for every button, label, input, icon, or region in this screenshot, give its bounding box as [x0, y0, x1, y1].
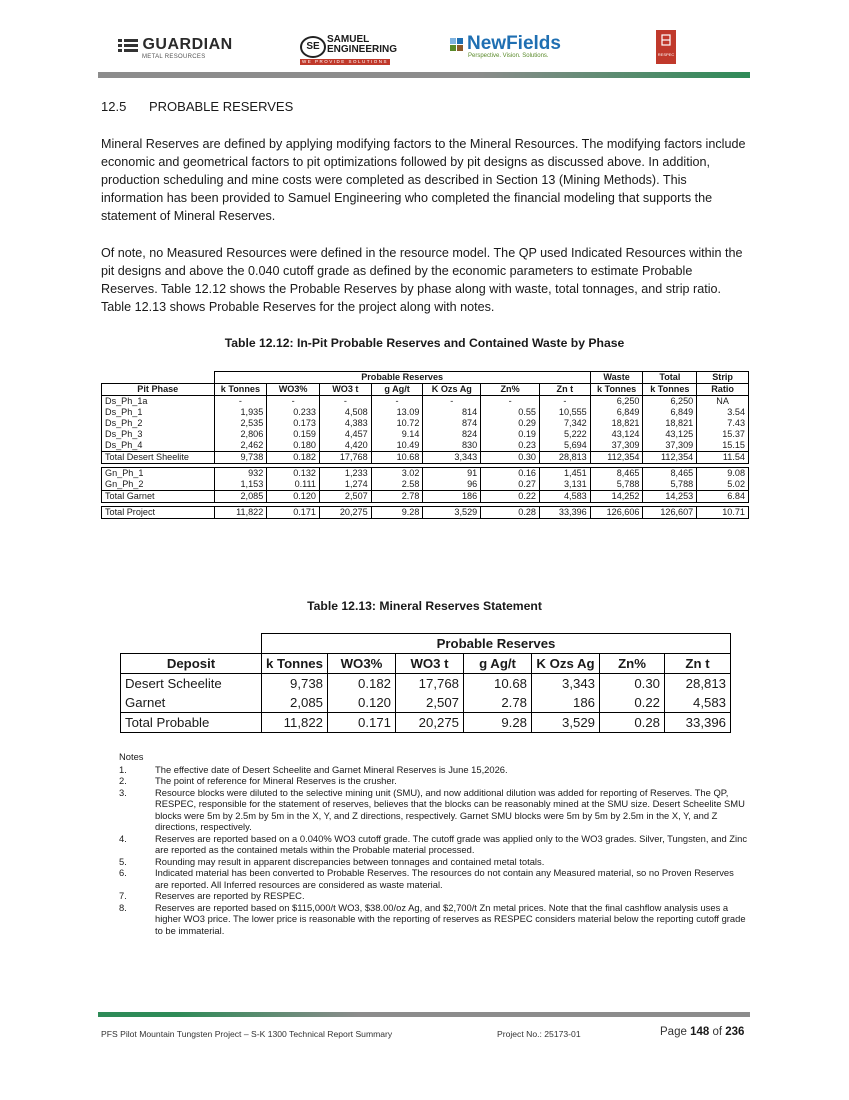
table-cell: 0.22	[600, 693, 665, 713]
table1-group-probable: Probable Reserves	[214, 372, 590, 384]
footer-project-number: Project No.: 25173-01	[497, 1029, 581, 1039]
table-row-label: Garnet	[121, 693, 262, 713]
table-cell: 37,309	[590, 440, 643, 452]
table-cell: 9.14	[371, 429, 423, 440]
table-cell: 15.37	[697, 429, 749, 440]
table-cell: 18,821	[643, 418, 697, 429]
table-cell: 33,396	[665, 713, 731, 733]
note-number: 4.	[119, 832, 127, 844]
table-cell: 43,125	[643, 429, 697, 440]
table-cell: 0.120	[328, 693, 396, 713]
note-number: 8.	[119, 901, 127, 913]
table-cell: 186	[532, 693, 600, 713]
note-number: 7.	[119, 890, 127, 901]
table-cell: 1,935	[214, 407, 267, 418]
table-cell: 0.180	[267, 440, 320, 452]
table-cell: 10.49	[371, 440, 423, 452]
table-row-label: Gn_Ph_2	[102, 479, 215, 491]
table-cell: 0.16	[481, 468, 540, 480]
note-text: Reserves are reported by RESPEC.	[155, 890, 305, 901]
table-cell: 0.29	[481, 418, 540, 429]
table1-header: Zn t	[539, 384, 590, 396]
guardian-logo-text: GUARDIAN	[142, 36, 233, 53]
table-cell: 2.78	[464, 693, 532, 713]
table-cell: 0.30	[481, 452, 540, 464]
table-cell: 9.28	[371, 507, 423, 519]
table-cell: -	[423, 396, 481, 408]
table-row-label: Gn_Ph_1	[102, 468, 215, 480]
table-total-row	[121, 713, 731, 733]
table-cell: 14,253	[643, 491, 697, 503]
table-row-label: Ds_Ph_1a	[102, 396, 215, 408]
paragraph-1: Mineral Reserves are defined by applying modifying factors to the Mineral Resources. The modifying factors include economic and geometrical factors to pit optimizations followed by pit designs as discussed above. In addition, production scheduling and mine costs were completed as described in Section 13 (Mining Methods). This information has been provided to Samuel Engineering who completed the financial modeling that supports the statement of Mineral Reserves.	[101, 137, 746, 223]
table2-header: WO3%	[328, 654, 396, 674]
table-cell: 112,354	[643, 452, 697, 464]
table-cell: 6,250	[643, 396, 697, 408]
table-cell: 126,606	[590, 507, 643, 519]
note-item	[119, 856, 749, 868]
table-cell: 824	[423, 429, 481, 440]
guardian-logo	[118, 36, 233, 60]
table-cell: 6.84	[697, 491, 749, 503]
table-row	[102, 396, 749, 408]
table-cell: 13.09	[371, 407, 423, 418]
table1-header: k Tonnes	[590, 384, 643, 396]
table-cell: 5,788	[590, 479, 643, 491]
page-of: of	[712, 1026, 723, 1038]
table-cell: 3,529	[532, 713, 600, 733]
table-cell: 7,342	[539, 418, 590, 429]
notes-heading: Notes	[119, 751, 144, 762]
table-cell: 15.15	[697, 440, 749, 452]
table1-header: Ratio	[697, 384, 749, 396]
table-cell: 0.28	[481, 507, 540, 519]
paragraph-2: Of note, no Measured Resources were defined in the resource model. The QP used Indicated Resources within the pit designs and above the 0.040 cutoff grade as defined by the economic parameters to estimate Probable Reserves. Table 12.12 shows the Probable Reserves by phase along with waste, total tonnages, and strip ratio. Table 12.13 shows Probable Reserves for the project along with notes.	[101, 246, 743, 314]
table-cell: 1,274	[319, 479, 371, 491]
table-row-label: Desert Scheelite	[121, 674, 262, 694]
table-cell: 1,153	[214, 479, 267, 491]
note-number: 3.	[119, 786, 127, 798]
table-cell: 3.54	[697, 407, 749, 418]
table1-header: g Ag/t	[371, 384, 423, 396]
table-row	[102, 468, 749, 480]
table1-group-strip: Strip	[697, 372, 749, 384]
table-cell: 2.58	[371, 479, 423, 491]
table-12-13	[120, 633, 731, 733]
table-cell: 10.71	[697, 507, 749, 519]
table-cell: 37,309	[643, 440, 697, 452]
table-cell: 28,813	[539, 452, 590, 464]
table-cell: 20,275	[396, 713, 464, 733]
page-word: Page	[660, 1026, 687, 1038]
table-cell: 814	[423, 407, 481, 418]
table-cell: 10.68	[464, 674, 532, 694]
table2-header: k Tonnes	[262, 654, 328, 674]
table2-header: WO3 t	[396, 654, 464, 674]
section-heading	[101, 99, 293, 114]
table-row	[102, 407, 749, 418]
table-cell: 4,383	[319, 418, 371, 429]
table-cell: 33,396	[539, 507, 590, 519]
table-cell: 3,529	[423, 507, 481, 519]
table-cell: 8,465	[590, 468, 643, 480]
table1-header: Zn%	[481, 384, 540, 396]
table-cell: 5,694	[539, 440, 590, 452]
note-number: 6.	[119, 867, 127, 878]
table1-header: k Tonnes	[214, 384, 267, 396]
table-cell: 2,535	[214, 418, 267, 429]
table-cell: 932	[214, 468, 267, 480]
table2-header-row	[121, 654, 731, 674]
table-cell: 126,607	[643, 507, 697, 519]
table-cell: 0.171	[328, 713, 396, 733]
table2-body	[121, 674, 731, 733]
respec-mark-icon	[656, 30, 676, 50]
table-cell: 9.08	[697, 468, 749, 480]
table-cell: 874	[423, 418, 481, 429]
table-cell: 9,738	[214, 452, 267, 464]
table-cell: 14,252	[590, 491, 643, 503]
table-cell: 2,462	[214, 440, 267, 452]
table1-empty-corner	[102, 372, 215, 384]
table-row-label: Ds_Ph_1	[102, 407, 215, 418]
table-cell: 6,849	[643, 407, 697, 418]
table-cell: 830	[423, 440, 481, 452]
note-item	[119, 764, 749, 776]
table-row	[102, 440, 749, 452]
note-text: The point of reference for Mineral Reserves is the crusher.	[155, 775, 397, 786]
note-number: 5.	[119, 855, 127, 867]
table-cell: 4,508	[319, 407, 371, 418]
table-row	[102, 429, 749, 440]
page-header	[98, 30, 750, 78]
table-cell: 0.55	[481, 407, 540, 418]
table-12-12	[101, 371, 749, 519]
table-cell: -	[481, 396, 540, 408]
table-total-row	[102, 507, 749, 519]
table-cell: 0.182	[267, 452, 320, 464]
table-cell: 18,821	[590, 418, 643, 429]
table-row	[102, 418, 749, 429]
table-cell: 7.43	[697, 418, 749, 429]
table1-header: k Tonnes	[643, 384, 697, 396]
table-cell: 3.02	[371, 468, 423, 480]
table1-header-row	[102, 384, 749, 396]
footer-report-title: PFS Pilot Mountain Tungsten Project – S-K 1300 Technical Report Summary	[101, 1029, 393, 1039]
table-total-row-label: Total Probable	[121, 713, 262, 733]
table-cell: -	[371, 396, 423, 408]
table-cell: 3,131	[539, 479, 590, 491]
note-item	[119, 902, 749, 937]
table-cell: 5,788	[643, 479, 697, 491]
table-total-row	[102, 452, 749, 464]
table-row	[121, 674, 731, 694]
table-total-row-label: Total Garnet	[102, 491, 215, 503]
note-text: Reserves are reported based on $115,000/t WO3, $38.00/oz Ag, and $2,700/t Zn metal prices. Note that the final cashflow analysis uses a higher WO3 price. The lower price is reasonable with the reporting of reserves as RESPEC considers material below the reporting cutoff grade to be immaterial.	[155, 901, 746, 936]
table-cell: 1,233	[319, 468, 371, 480]
samuel-engineering-logo	[300, 34, 398, 66]
table2-header: Deposit	[121, 654, 262, 674]
table-row	[121, 693, 731, 713]
table-cell: -	[214, 396, 267, 408]
table-cell: -	[319, 396, 371, 408]
table-cell: 2.78	[371, 491, 423, 503]
table-cell: 11,822	[262, 713, 328, 733]
table1-group-waste: Waste	[590, 372, 643, 384]
samuel-tagline: WE PROVIDE SOLUTIONS	[301, 59, 388, 64]
note-item	[119, 787, 749, 833]
page-total: 236	[725, 1026, 745, 1038]
table-cell: 17,768	[319, 452, 371, 464]
table-row-label: Ds_Ph_4	[102, 440, 215, 452]
table-cell: 0.30	[600, 674, 665, 694]
table1-header: WO3 t	[319, 384, 371, 396]
table-cell: 0.171	[267, 507, 320, 519]
footer-page-number	[660, 1026, 744, 1038]
newfields-tagline: Perspective. Vision. Solutions.	[468, 53, 549, 59]
table-cell: 10,555	[539, 407, 590, 418]
table-cell: 0.159	[267, 429, 320, 440]
table-cell: 0.111	[267, 479, 320, 491]
table-cell: 0.120	[267, 491, 320, 503]
table-cell: -	[539, 396, 590, 408]
table-cell: 0.28	[600, 713, 665, 733]
table-cell: 9.28	[464, 713, 532, 733]
note-item	[119, 833, 749, 856]
table-cell: 0.182	[328, 674, 396, 694]
table-row	[102, 479, 749, 491]
table-cell: 0.19	[481, 429, 540, 440]
table-cell: 4,583	[539, 491, 590, 503]
table2-header: K Ozs Ag	[532, 654, 600, 674]
note-text: Reserves are reported based on a 0.040% WO3 cutoff grade. The cutoff grade was applied only to the WO3 grades. Silver, Tungsten, and Zinc are reported as the contained metals within the Probable material processed.	[155, 832, 748, 855]
table-cell: 2,085	[262, 693, 328, 713]
table-cell: 4,420	[319, 440, 371, 452]
table-cell: 91	[423, 468, 481, 480]
respec-logo	[656, 30, 676, 64]
notes-list	[119, 764, 749, 937]
page-current: 148	[690, 1026, 710, 1038]
table1-header: K Ozs Ag	[423, 384, 481, 396]
table-cell: 10.72	[371, 418, 423, 429]
header-divider	[98, 72, 750, 78]
note-item	[119, 890, 749, 902]
table-cell: 0.233	[267, 407, 320, 418]
table-cell: 2,507	[319, 491, 371, 503]
table-12-13-caption: Table 12.13: Mineral Reserves Statement	[307, 599, 542, 613]
table-cell: 11.54	[697, 452, 749, 464]
note-item	[119, 775, 749, 787]
table-total-row-label: Total Desert Sheelite	[102, 452, 215, 464]
table-cell: 4,583	[665, 693, 731, 713]
note-number: 1.	[119, 763, 127, 775]
table-cell: -	[267, 396, 320, 408]
newfields-squares-icon	[450, 38, 464, 52]
note-item	[119, 867, 749, 890]
table-cell: 3,343	[532, 674, 600, 694]
table2-empty-corner	[121, 634, 262, 654]
table-cell: 186	[423, 491, 481, 503]
table1-desert-group	[102, 396, 749, 464]
newfields-logo-text: NewFields	[467, 33, 561, 54]
note-text: Indicated material has been converted to Probable Reserves. The resources do not contain any Measured material, so no Proven Reserves are reported. All Inferred resources are considered as waste material.	[155, 867, 734, 890]
table1-header: WO3%	[267, 384, 320, 396]
table-cell: NA	[697, 396, 749, 408]
table-cell: 20,275	[319, 507, 371, 519]
table-cell: 11,822	[214, 507, 267, 519]
table-total-row	[102, 491, 749, 503]
section-title: PROBABLE RESERVES	[149, 99, 294, 114]
table-total-row-label: Total Project	[102, 507, 215, 519]
note-text: Resource blocks were diluted to the selective mining unit (SMU), and now additional dilution was added for reporting of Reserves. The QP, RESPEC, responsible for the statement of reserves, believes that the blocks can be reasonably mined at the SMU size. Desert Scheelite SMU blocks were 5m by 2.5m by 5m in the X, Y, and Z directions, respectively. Garnet SMU blocks were 5m by 5m by 2.5m in the X, Y, and Z directions, respectively.	[155, 786, 745, 832]
table2-header: g Ag/t	[464, 654, 532, 674]
table-cell: 6,250	[590, 396, 643, 408]
table1-group-total: Total	[643, 372, 697, 384]
table1-header: Pit Phase	[102, 384, 215, 396]
guardian-logo-subtext: METAL RESOURCES	[142, 54, 206, 60]
samuel-se-mark: SE	[300, 36, 326, 58]
section-number: 12.5	[101, 99, 127, 114]
table-cell: 112,354	[590, 452, 643, 464]
table-cell: 2,507	[396, 693, 464, 713]
table-cell: 0.173	[267, 418, 320, 429]
table1-garnet-group	[102, 468, 749, 503]
table-cell: 2,806	[214, 429, 267, 440]
footer-divider	[98, 1012, 750, 1017]
table-cell: 96	[423, 479, 481, 491]
table2-header: Zn t	[665, 654, 731, 674]
table-cell: 0.23	[481, 440, 540, 452]
samuel-logo-text	[327, 35, 397, 55]
table-cell: 8,465	[643, 468, 697, 480]
table-12-12-caption: Table 12.12: In-Pit Probable Reserves and Contained Waste by Phase	[224, 336, 625, 350]
notes-section	[119, 751, 749, 936]
samuel-line2: ENGINEERING	[327, 44, 398, 55]
table-cell: 6,849	[590, 407, 643, 418]
table-cell: 1,451	[539, 468, 590, 480]
table2-header: Zn%	[600, 654, 665, 674]
samuel-line1: SAMUEL	[327, 34, 370, 45]
table-cell: 10.68	[371, 452, 423, 464]
note-text: Rounding may result in apparent discrepancies between tonnages and contained metal totals.	[155, 855, 545, 867]
table-cell: 9,738	[262, 674, 328, 694]
respec-logo-text: RESPEC	[657, 52, 675, 57]
table-cell: 17,768	[396, 674, 464, 694]
note-text: The effective date of Desert Scheelite and Garnet Mineral Reserves is June 15,2026.	[155, 763, 508, 775]
table-cell: 0.22	[481, 491, 540, 503]
table-cell: 28,813	[665, 674, 731, 694]
table-cell: 5,222	[539, 429, 590, 440]
table-cell: 4,457	[319, 429, 371, 440]
table-cell: 43,124	[590, 429, 643, 440]
table1-project-group	[102, 507, 749, 519]
note-number: 2.	[119, 775, 127, 786]
table2-group-probable: Probable Reserves	[262, 634, 731, 654]
table-row-label: Ds_Ph_3	[102, 429, 215, 440]
table-cell: 2,085	[214, 491, 267, 503]
table-cell: 0.132	[267, 468, 320, 480]
table-cell: 0.27	[481, 479, 540, 491]
guardian-mark-icon	[118, 38, 138, 52]
table-cell: 5.02	[697, 479, 749, 491]
table-cell: 3,343	[423, 452, 481, 464]
table-row-label: Ds_Ph_2	[102, 418, 215, 429]
